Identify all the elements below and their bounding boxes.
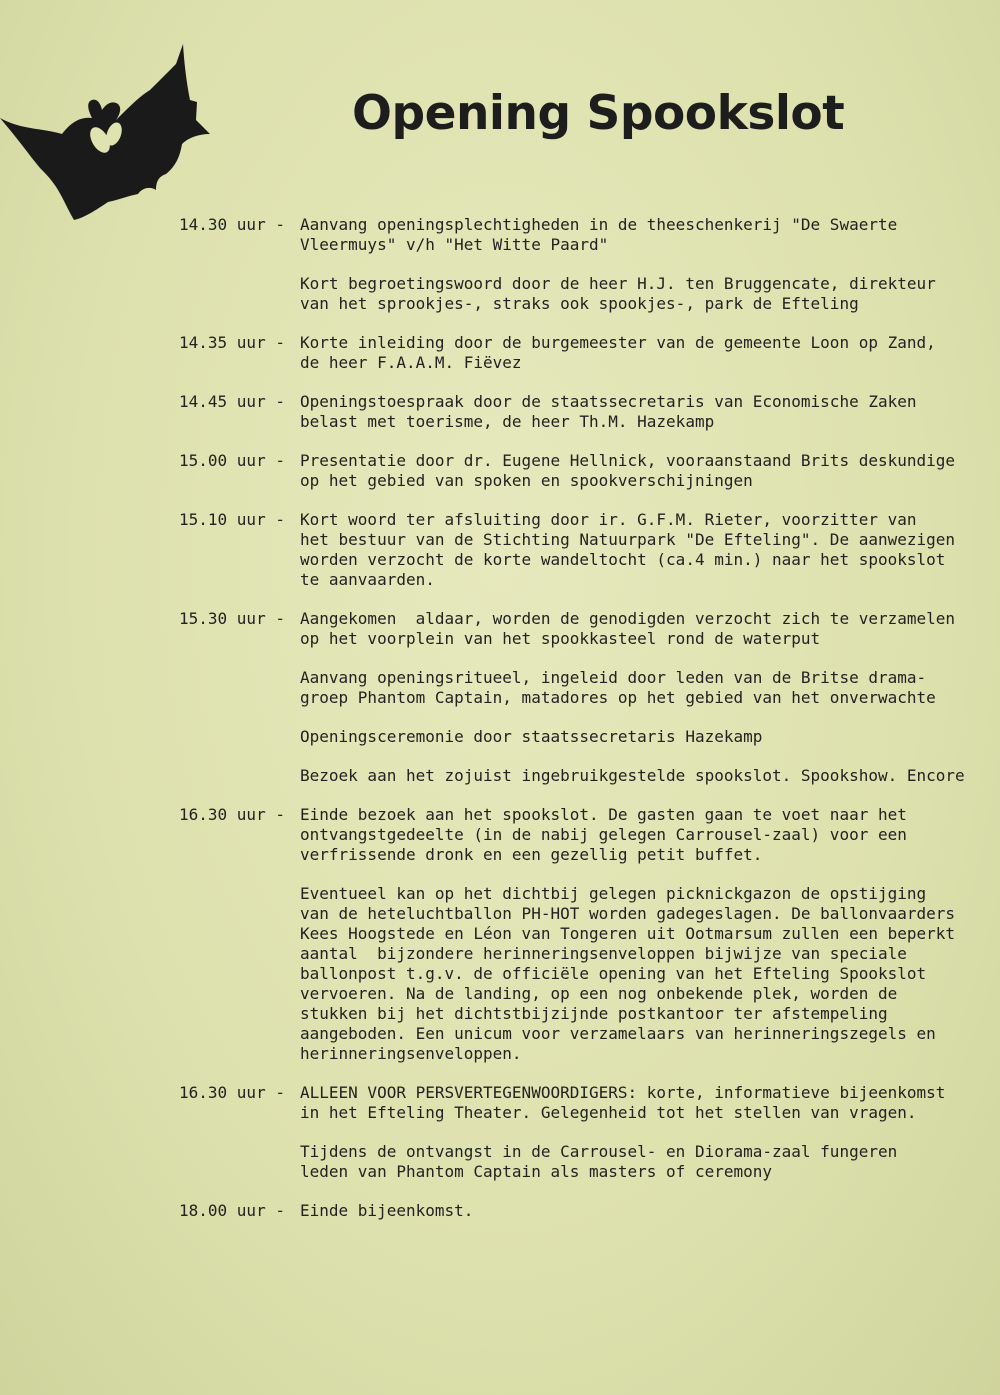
entry-body [300,609,1000,786]
programme-entry [179,805,1000,1064]
entry-time: 15.00 uur - [179,451,295,470]
entry-time: 16.30 uur - [179,805,295,824]
entry-time: 15.10 uur - [179,510,295,529]
entry-paragraph: ALLEEN VOOR PERSVERTEGENWOORDIGERS: korte, informatieve bijeenkomst in het Efteling Theater. Gelegenheid tot het stellen van vragen. [300,1083,946,1122]
entry-paragraph: Bezoek aan het zojuist ingebruikgestelde spookslot. Spookshow. Encore [300,766,965,785]
entry-time: 18.00 uur - [179,1201,295,1220]
entry-time: 16.30 uur - [179,1083,295,1102]
entry-body [300,392,1000,432]
programme-entry [179,1083,1000,1182]
entry-paragraph: Openingsceremonie door staatssecretaris Hazekamp [300,727,763,746]
programme-entry [179,510,1000,590]
entry-paragraph: Tijdens de ontvangst in de Carrousel- en Diorama-zaal fungeren leden van Phantom Captain als masters of ceremony [300,1142,898,1181]
entry-body [300,1083,1000,1182]
entry-body [300,1201,1000,1221]
programme-entry [179,333,1000,373]
entry-paragraph: Einde bezoek aan het spookslot. De gasten gaan te voet naar het ontvangstgedeelte (in de nabij gelegen Carrousel-zaal) voor een verfrissende dronk en een gezellig petit buffet. [300,805,907,864]
entry-paragraph: Eventueel kan op het dichtbij gelegen picknickgazon de opstijging van de heteluchtballon PH-HOT worden gadegeslagen. De ballonvaarders Kees Hoogstede en Léon van Tongeren uit Ootmarsum zullen een beperkt aantal bijzondere herinneringsenveloppen bijwijze van speciale ballonpost t.g.v. de officiële opening van het Efteling Spookslot vervoeren. Na de landing, op een nog onbekende plek, worden de stukken bij het dichtstbijzijnde postkantoor ter afstempeling aangeboden. Een unicum voor verzamelaars van herinneringszegels en herinneringsenveloppen. [300,884,956,1063]
entry-time: 14.35 uur - [179,333,295,352]
programme-entry [179,215,1000,314]
entry-body [300,805,1000,1064]
entry-paragraph: Aangekomen aldaar, worden de genodigden verzocht zich te verzamelen op het voorplein van het spookkasteel rond de waterput [300,609,956,648]
entry-time: 14.30 uur - [179,215,295,234]
entry-paragraph: Einde bijeenkomst. [300,1201,474,1220]
bat-icon [0,30,215,220]
programme-list [179,215,1000,1240]
entry-paragraph: Aanvang openingsritueel, ingeleid door leden van de Britse drama- groep Phantom Captain, matadores op het gebied van het onverwachte [300,668,936,707]
entry-paragraph: Korte inleiding door de burgemeester van de gemeente Loon op Zand, de heer F.A.A.M. Fiëvez [300,333,936,372]
entry-time: 15.30 uur - [179,609,295,628]
entry-paragraph: Kort begroetingswoord door de heer H.J. ten Bruggencate, direkteur van het sprookjes-, straks ook spookjes-, park de Efteling [300,274,936,313]
page-title: Opening Spookslot [352,86,845,141]
entry-paragraph: Aanvang openingsplechtigheden in de theeschenkerij "De Swaerte Vleermuys" v/h "Het Witte Paard" [300,215,898,254]
entry-body [300,333,1000,373]
entry-body [300,510,1000,590]
entry-body [300,451,1000,491]
entry-paragraph: Presentatie door dr. Eugene Hellnick, vooraanstaand Brits deskundige op het gebied van spoken en spookverschijningen [300,451,956,490]
entry-paragraph: Openingstoespraak door de staatssecretaris van Economische Zaken belast met toerisme, de heer Th.M. Hazekamp [300,392,917,431]
programme-entry [179,392,1000,432]
entry-time: 14.45 uur - [179,392,295,411]
entry-body [300,215,1000,314]
programme-entry [179,451,1000,491]
entry-paragraph: Kort woord ter afsluiting door ir. G.F.M. Rieter, voorzitter van het bestuur van de Stichting Natuurpark "De Efteling". De aanwezigen worden verzocht de korte wandeltocht (ca.4 min.) naar het spookslot te aanvaarden. [300,510,956,589]
programme-entry [179,609,1000,786]
programme-entry [179,1201,1000,1221]
